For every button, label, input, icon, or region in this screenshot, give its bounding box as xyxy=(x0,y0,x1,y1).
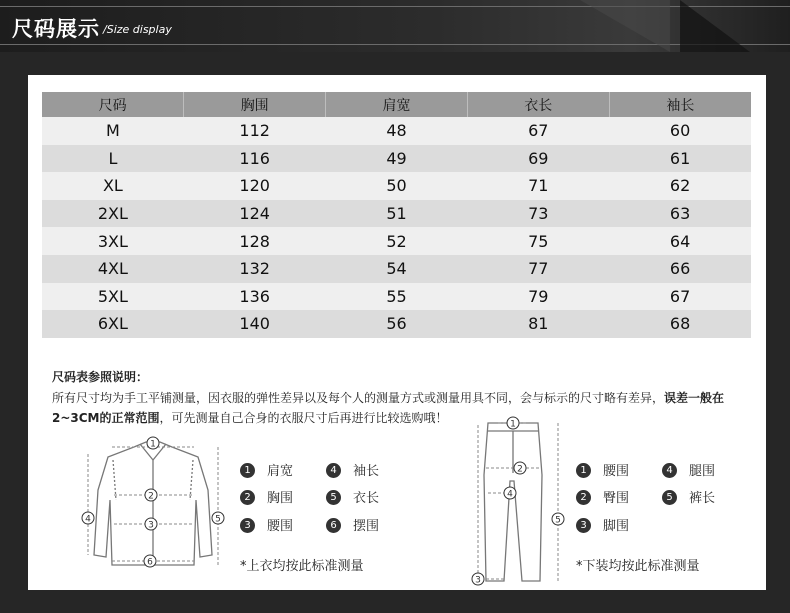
header-decoration xyxy=(680,0,750,52)
column-header: 衣长 xyxy=(467,92,609,117)
legend-number: 4 xyxy=(662,463,677,478)
table-cell: 60 xyxy=(609,117,751,145)
column-header: 袖长 xyxy=(609,92,751,117)
legend-label: 脚围 xyxy=(603,519,630,534)
legend-label: 衣长 xyxy=(353,491,380,506)
legend-label: 摆围 xyxy=(353,519,380,534)
legend-number: 1 xyxy=(240,463,255,478)
table-cell: 2XL xyxy=(42,200,184,228)
legend-item xyxy=(576,515,629,534)
legend-item xyxy=(326,515,379,534)
shirt-marker: 5 xyxy=(215,514,221,525)
table-cell: 73 xyxy=(467,200,609,228)
legend-item xyxy=(662,487,715,506)
pants-marker: 3 xyxy=(475,575,481,586)
legend-number: 3 xyxy=(240,518,255,533)
legend-number: 5 xyxy=(326,490,341,505)
header-top-rule xyxy=(0,6,790,7)
notes-text-part: ，可先测量自己合身的衣服尺寸后再进行比较选购哦！ xyxy=(159,411,448,425)
table-cell: 67 xyxy=(609,283,751,311)
header-bottom-rule xyxy=(0,44,790,45)
legend-label: 胸围 xyxy=(267,491,294,506)
table-cell: 79 xyxy=(467,283,609,311)
table-cell: 81 xyxy=(467,310,609,338)
pants-footnote: *下装均按此标准测量 xyxy=(576,559,700,574)
shirt-marker: 4 xyxy=(85,514,91,525)
table-cell: 132 xyxy=(184,255,326,283)
column-header: 胸围 xyxy=(184,92,326,117)
table-row xyxy=(42,145,751,173)
table-cell: 77 xyxy=(467,255,609,283)
legend-item xyxy=(240,460,293,479)
notes-emphasis: 误差一般在2~3CM的正常范围 xyxy=(52,391,725,425)
notes-text-part: 所有尺寸均为手工平铺测量，因衣服的弹性差异以及每个人的测量方式或测量用具不同，会与标示的尺寸略有差异， xyxy=(52,391,665,405)
table-cell: 67 xyxy=(467,117,609,145)
table-cell: 56 xyxy=(326,310,468,338)
header-decoration xyxy=(580,0,670,52)
table-cell: 71 xyxy=(467,172,609,200)
table-cell: 140 xyxy=(184,310,326,338)
size-table-header-row xyxy=(42,92,751,117)
table-cell: 120 xyxy=(184,172,326,200)
shirt-marker: 6 xyxy=(147,557,153,568)
legend-item xyxy=(240,487,293,506)
legend-item xyxy=(576,460,629,479)
pants-measurement-diagram xyxy=(458,413,568,588)
table-cell: XL xyxy=(42,172,184,200)
legend-number: 6 xyxy=(326,518,341,533)
table-row xyxy=(42,283,751,311)
table-cell: 6XL xyxy=(42,310,184,338)
legend-number: 1 xyxy=(576,463,591,478)
legend-number: 3 xyxy=(576,518,591,533)
table-cell: 66 xyxy=(609,255,751,283)
size-table xyxy=(42,92,751,338)
pants-marker: 4 xyxy=(507,489,513,500)
table-cell: 51 xyxy=(326,200,468,228)
table-cell: 5XL xyxy=(42,283,184,311)
legend-number: 4 xyxy=(326,463,341,478)
table-cell: 116 xyxy=(184,145,326,173)
legend-label: 腰围 xyxy=(603,464,630,479)
size-panel xyxy=(28,75,766,590)
table-cell: 124 xyxy=(184,200,326,228)
table-cell: M xyxy=(42,117,184,145)
table-cell: 4XL xyxy=(42,255,184,283)
legend-number: 2 xyxy=(240,490,255,505)
table-row xyxy=(42,117,751,145)
table-cell: 128 xyxy=(184,227,326,255)
table-cell: 55 xyxy=(326,283,468,311)
legend-label: 肩宽 xyxy=(267,464,294,479)
legend-item xyxy=(326,460,379,479)
table-cell: 62 xyxy=(609,172,751,200)
shirt-marker: 2 xyxy=(148,491,154,502)
page-subtitle: /Size display xyxy=(103,23,172,36)
table-cell: 52 xyxy=(326,227,468,255)
table-cell: 50 xyxy=(326,172,468,200)
shirt-measurement-diagram xyxy=(78,430,228,580)
table-row xyxy=(42,310,751,338)
legend-label: 腰围 xyxy=(267,519,294,534)
legend-item xyxy=(576,487,629,506)
column-header: 肩宽 xyxy=(326,92,468,117)
table-cell: 54 xyxy=(326,255,468,283)
table-cell: 136 xyxy=(184,283,326,311)
table-cell: L xyxy=(42,145,184,173)
legend-label: 腿围 xyxy=(689,464,716,479)
legend-number: 2 xyxy=(576,490,591,505)
table-row xyxy=(42,200,751,228)
table-row xyxy=(42,172,751,200)
table-cell: 48 xyxy=(326,117,468,145)
legend-item xyxy=(240,515,293,534)
table-cell: 64 xyxy=(609,227,751,255)
page-title: 尺码展示 xyxy=(12,17,100,41)
pants-marker: 1 xyxy=(510,419,516,430)
legend-label: 裤长 xyxy=(689,491,716,506)
legend-item xyxy=(326,487,379,506)
table-cell: 75 xyxy=(467,227,609,255)
shirt-footnote: *上衣均按此标准测量 xyxy=(240,559,364,574)
legend-label: 臀围 xyxy=(603,491,630,506)
table-cell: 68 xyxy=(609,310,751,338)
table-cell: 61 xyxy=(609,145,751,173)
table-cell: 69 xyxy=(467,145,609,173)
notes-text xyxy=(52,388,752,428)
legend-number: 5 xyxy=(662,490,677,505)
legend-label: 袖长 xyxy=(353,464,380,479)
shirt-marker: 1 xyxy=(150,439,156,450)
pants-marker: 5 xyxy=(555,515,561,526)
column-header: 尺码 xyxy=(42,92,184,117)
shirt-marker: 3 xyxy=(148,520,154,531)
notes-title: 尺码表参照说明： xyxy=(52,370,149,384)
legend-item xyxy=(662,460,715,479)
table-cell: 49 xyxy=(326,145,468,173)
table-cell: 112 xyxy=(184,117,326,145)
table-row xyxy=(42,255,751,283)
page-header xyxy=(0,0,790,52)
table-row xyxy=(42,227,751,255)
pants-marker: 2 xyxy=(517,464,523,475)
table-cell: 63 xyxy=(609,200,751,228)
table-cell: 3XL xyxy=(42,227,184,255)
